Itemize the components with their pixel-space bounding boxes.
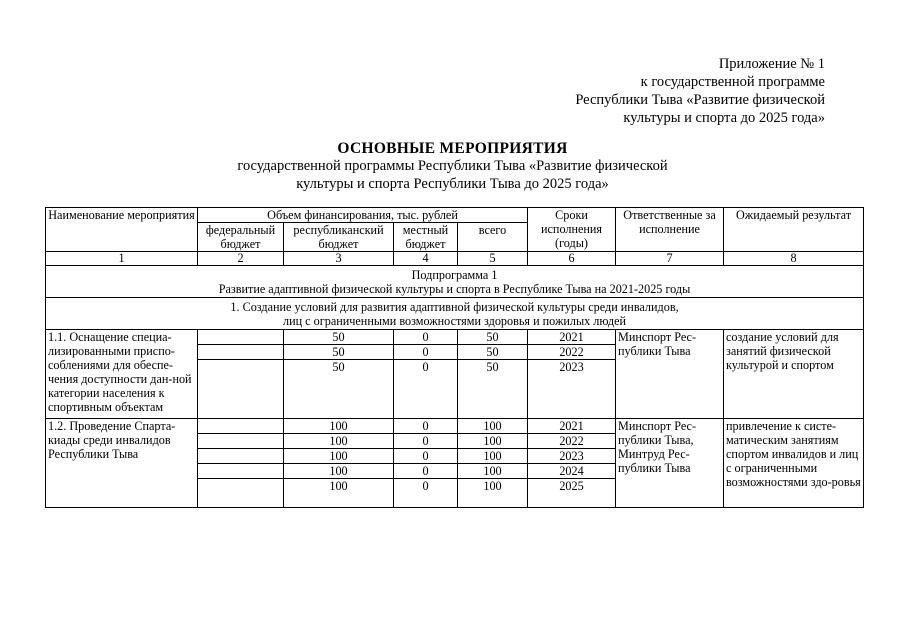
total-cell: 50	[458, 360, 528, 419]
total-cell: 50	[458, 345, 528, 360]
republic-cell: 100	[284, 479, 394, 508]
federal-cell	[198, 345, 284, 360]
local-cell: 0	[394, 464, 458, 479]
federal-cell	[198, 449, 284, 464]
federal-cell	[198, 330, 284, 345]
year-cell: 2021	[528, 419, 616, 434]
section-line: лиц с ограниченными возможностями здоровья и пожилых людей	[283, 314, 627, 328]
item-name: 1.1. Оснащение специа-лизированными приспо-соблениями для обеспе-чения доступности дан-ной категории населения к спортивным объектам	[46, 330, 198, 419]
local-cell: 0	[394, 479, 458, 508]
republic-cell: 100	[284, 464, 394, 479]
appendix-line: Республики Тыва «Развитие физической	[575, 92, 825, 108]
subprogram-subtitle: Развитие адаптивной физической культуры и спорта в Республике Тыва на 2021-2025 годы	[218, 282, 691, 296]
total-cell: 100	[458, 419, 528, 434]
col-number: 6	[528, 252, 616, 266]
local-cell: 0	[394, 345, 458, 360]
col-number: 4	[394, 252, 458, 266]
result-cell: создание условий для занятий физической культурой и спортом	[724, 330, 864, 419]
subtitle-line: государственной программы Республики Тыва «Развитие физической	[237, 158, 668, 174]
header-name: Наименование мероприятия	[46, 208, 198, 252]
local-cell: 0	[394, 419, 458, 434]
header-federal: федеральный бюджет	[198, 223, 284, 252]
header-terms: Сроки исполнения (годы)	[528, 208, 616, 252]
total-cell: 100	[458, 479, 528, 508]
federal-cell	[198, 479, 284, 508]
local-cell: 0	[394, 330, 458, 345]
republic-cell: 100	[284, 449, 394, 464]
appendix-line: к государственной программе	[640, 74, 825, 90]
federal-cell	[198, 464, 284, 479]
column-numbers-row	[46, 252, 864, 266]
header-local: местный бюджет	[394, 223, 458, 252]
table-row	[46, 330, 864, 345]
item-name: 1.2. Проведение Спарта-киады среди инвалидов Республики Тыва	[46, 419, 198, 508]
header-result: Ожидаемый результат	[724, 208, 864, 252]
appendix-line: культуры и спорта до 2025 года»	[623, 110, 825, 126]
year-cell: 2023	[528, 449, 616, 464]
federal-cell	[198, 434, 284, 449]
local-cell: 0	[394, 434, 458, 449]
republic-cell: 50	[284, 330, 394, 345]
table-row	[46, 419, 864, 434]
total-cell: 100	[458, 464, 528, 479]
col-number: 8	[724, 252, 864, 266]
total-cell: 50	[458, 330, 528, 345]
header-funding: Объем финансирования, тыс. рублей	[198, 208, 528, 223]
republic-cell: 100	[284, 419, 394, 434]
col-number: 5	[458, 252, 528, 266]
total-cell: 100	[458, 434, 528, 449]
section-line: 1. Создание условий для развития адаптивной физической культуры среди инвалидов,	[230, 300, 679, 314]
year-cell: 2022	[528, 434, 616, 449]
responsible-cell: Минспорт Рес-публики Тыва	[616, 330, 724, 419]
activities-table	[45, 207, 864, 508]
col-number: 7	[616, 252, 724, 266]
year-cell: 2025	[528, 479, 616, 508]
republic-cell: 50	[284, 345, 394, 360]
year-cell: 2023	[528, 360, 616, 419]
col-number: 2	[198, 252, 284, 266]
year-cell: 2024	[528, 464, 616, 479]
header-responsible: Ответственные за исполнение	[616, 208, 724, 252]
year-cell: 2022	[528, 345, 616, 360]
federal-cell	[198, 360, 284, 419]
subprogram-row	[46, 266, 864, 298]
result-cell: привлечение к систе-матическим занятиям спортом инвалидов и лиц с ограниченными возможностями здо-ровья	[724, 419, 864, 508]
responsible-cell: Минспорт Рес-публики Тыва, Минтруд Рес-публики Тыва	[616, 419, 724, 508]
local-cell: 0	[394, 360, 458, 419]
year-cell: 2021	[528, 330, 616, 345]
subprogram-title: Подпрограмма 1	[411, 268, 498, 282]
document-subtitle	[0, 157, 905, 193]
total-cell: 100	[458, 449, 528, 464]
col-number: 3	[284, 252, 394, 266]
local-cell: 0	[394, 449, 458, 464]
appendix-note	[575, 55, 825, 127]
col-number: 1	[46, 252, 198, 266]
document-title: ОСНОВНЫЕ МЕРОПРИЯТИЯ	[337, 140, 568, 157]
header-republic: республиканский бюджет	[284, 223, 394, 252]
header-total: всего	[458, 223, 528, 252]
federal-cell	[198, 419, 284, 434]
subtitle-line: культуры и спорта Республики Тыва до 2025 года»	[296, 176, 609, 192]
republic-cell: 50	[284, 360, 394, 419]
appendix-line: Приложение № 1	[718, 56, 825, 72]
section-row	[46, 298, 864, 330]
republic-cell: 100	[284, 434, 394, 449]
